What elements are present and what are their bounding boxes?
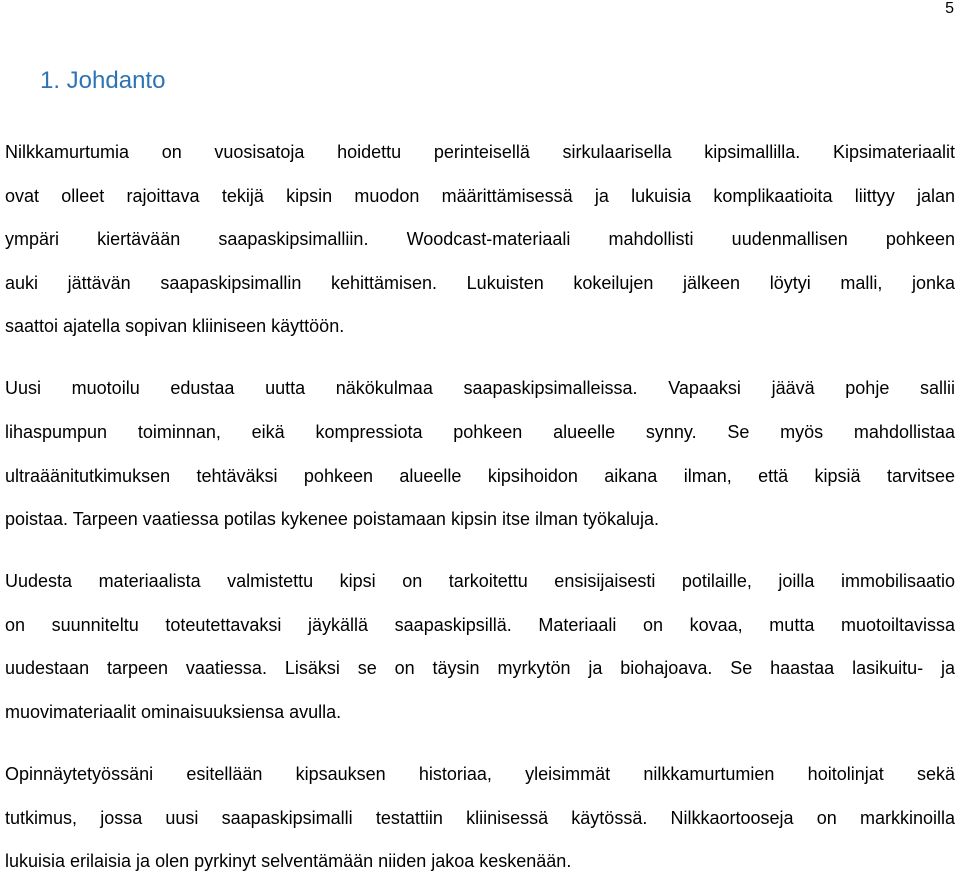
paragraph-1: [5, 140, 955, 338]
text-line: lihaspumpun toiminnan, eikä kompressiota pohkeen alueelle synny. Se myös mahdollistaa: [5, 421, 955, 442]
paragraph-4: [5, 762, 955, 873]
text-line: on suunniteltu toteutettavaksi jäykällä saapaskipsillä. Materiaali on kovaa, mutta muotoiltavissa: [5, 614, 955, 635]
text-line: Nilkkamurtumia on vuosisatoja hoidettu perinteisellä sirkulaarisella kipsimallilla. Kipsimateriaalit: [5, 142, 955, 162]
text-line: ultraäänitutkimuksen tehtäväksi pohkeen alueelle kipsihoidon aikana ilman, että kipsiä tarvitsee: [5, 465, 955, 486]
text-line: tutkimus, jossa uusi saapaskipsimalli testattiin kliinisessä käytössä. Nilkkaortooseja on markkinoilla: [5, 807, 955, 828]
text-line: poistaa. Tarpeen vaatiessa potilas kykenee poistamaan kipsin itse ilman työkaluja.: [5, 509, 660, 530]
text-line: muovimateriaalit ominaisuuksiensa avulla.: [5, 701, 342, 722]
text-line: saattoi ajatella sopivan kliiniseen käyttöön.: [5, 316, 345, 337]
chapter-heading: 1. Johdanto: [40, 67, 166, 94]
text-line: uudestaan tarpeen vaatiessa. Lisäksi se on täysin myrkytön ja biohajoava. Se haastaa lasikuitu- ja: [5, 658, 955, 679]
body-text: [5, 140, 955, 873]
text-line: lukuisia erilaisia ja olen pyrkinyt selventämään niiden jakoa keskenään.: [5, 851, 572, 872]
paragraph-2: [5, 376, 955, 531]
text-line: ovat olleet rajoittava tekijä kipsin muodon määrittämisessä ja lukuisia komplikaatioita liittyy jalan: [5, 185, 955, 206]
text-line: Uusi muotoilu edustaa uutta näkökulmaa saapaskipsimalleissa. Vapaaksi jäävä pohje sallii: [5, 378, 955, 399]
text-line: ympäri kiertävään saapaskipsimalliin. Woodcast-materiaali mahdollisti uudenmallisen pohkeen: [5, 229, 955, 250]
page-number: 5: [945, 0, 954, 17]
text-line: Uudesta materiaalista valmistettu kipsi on tarkoitettu ensisijaisesti potilaille, joilla immobilisaatio: [5, 571, 955, 592]
text-line: auki jättävän saapaskipsimallin kehittämisen. Lukuisten kokeilujen jälkeen löytyi malli, jonka: [5, 272, 955, 293]
paragraph-3: [5, 569, 955, 724]
text-line: Opinnäytetyössäni esitellään kipsauksen historiaa, yleisimmät nilkkamurtumien hoitolinjat sekä: [5, 763, 955, 784]
